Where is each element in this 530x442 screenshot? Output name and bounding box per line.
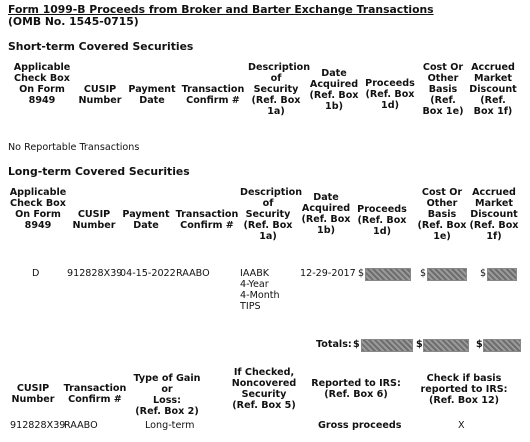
- col-check-box: Applicable Check Box On Form 8949: [13, 62, 71, 106]
- totals-discount-redacted: [483, 339, 521, 352]
- totals-proceeds-redacted: [361, 339, 413, 352]
- col-payment-date: Payment Date: [122, 209, 170, 231]
- col-date-acquired: Date Acquired (Ref. Box 1b): [301, 192, 351, 236]
- col-transaction-confirm: Transaction Confirm #: [175, 209, 239, 231]
- col-cusip: CUSIP Number: [72, 209, 116, 231]
- discount-currency: $: [480, 268, 487, 279]
- col-reported-irs: Reported to IRS: (Ref. Box 6): [311, 378, 401, 400]
- form-title: Form 1099-B Proceeds from Broker and Barter Exchange Transactions: [8, 3, 434, 16]
- row-payment-date: 04-15-2022: [120, 268, 176, 279]
- lower-row-cusip: 912828X39: [10, 420, 66, 431]
- long-term-heading: Long-term Covered Securities: [8, 165, 190, 178]
- col-accrued-discount: Accrued Market Discount (Ref. Box 1f): [469, 187, 519, 242]
- col-description: Description of Security (Ref. Box 1a): [248, 62, 311, 117]
- lower-row-reported-irs: Gross proceeds: [318, 420, 402, 431]
- no-transactions-text: No Reportable Transactions: [8, 142, 140, 153]
- cost-currency: $: [420, 268, 427, 279]
- discount-redacted: [487, 268, 517, 281]
- col-accrued-discount: Accrued Market Discount (Ref. Box 1f): [469, 62, 517, 117]
- col-gain-type: Type of Gain or Loss: (Ref. Box 2): [133, 373, 201, 417]
- totals-discount-currency: $: [476, 339, 483, 350]
- row-description: IAABK 4-Year 4-Month TIPS: [240, 268, 280, 312]
- row-transaction-confirm: RAABO: [176, 268, 210, 279]
- proceeds-redacted: [365, 268, 411, 281]
- col-noncovered: If Checked, Noncovered Security (Ref. Box 5): [231, 367, 297, 411]
- omb-number: (OMB No. 1545-0715): [8, 15, 139, 28]
- totals-cost-redacted: [423, 339, 469, 352]
- col-cost-basis: Cost Or Other Basis (Ref. Box 1e): [422, 62, 464, 117]
- col-transaction-confirm: Transaction Confirm #: [181, 84, 245, 106]
- col-basis-reported: Check if basis reported to IRS: (Ref. Box 12): [420, 373, 508, 406]
- col-lower-cusip: CUSIP Number: [11, 383, 55, 405]
- col-lower-transaction-confirm: Transaction Confirm #: [63, 383, 127, 405]
- lower-row-basis-reported: X: [458, 420, 465, 431]
- cost-redacted: [427, 268, 467, 281]
- row-date-acquired: 12-29-2017: [300, 268, 356, 279]
- col-cusip: CUSIP Number: [78, 84, 122, 106]
- col-payment-date: Payment Date: [128, 84, 176, 106]
- totals-label: Totals:: [316, 339, 352, 350]
- proceeds-currency: $: [358, 268, 365, 279]
- col-check-box: Applicable Check Box On Form 8949: [9, 187, 67, 231]
- row-cusip: 912828X39: [67, 268, 123, 279]
- totals-cost-currency: $: [416, 339, 423, 350]
- row-check-box: D: [32, 268, 40, 279]
- short-term-heading: Short-term Covered Securities: [8, 40, 194, 53]
- lower-row-transaction-confirm: RAABO: [64, 420, 98, 431]
- col-cost-basis: Cost Or Other Basis (Ref. Box 1e): [417, 187, 467, 242]
- col-proceeds: Proceeds (Ref. Box 1d): [357, 204, 407, 237]
- col-proceeds: Proceeds (Ref. Box 1d): [365, 78, 415, 111]
- col-description: Description of Security (Ref. Box 1a): [240, 187, 303, 242]
- lower-row-gain-type: Long-term: [145, 420, 195, 431]
- totals-proceeds-currency: $: [353, 339, 360, 350]
- col-date-acquired: Date Acquired (Ref. Box 1b): [309, 68, 359, 112]
